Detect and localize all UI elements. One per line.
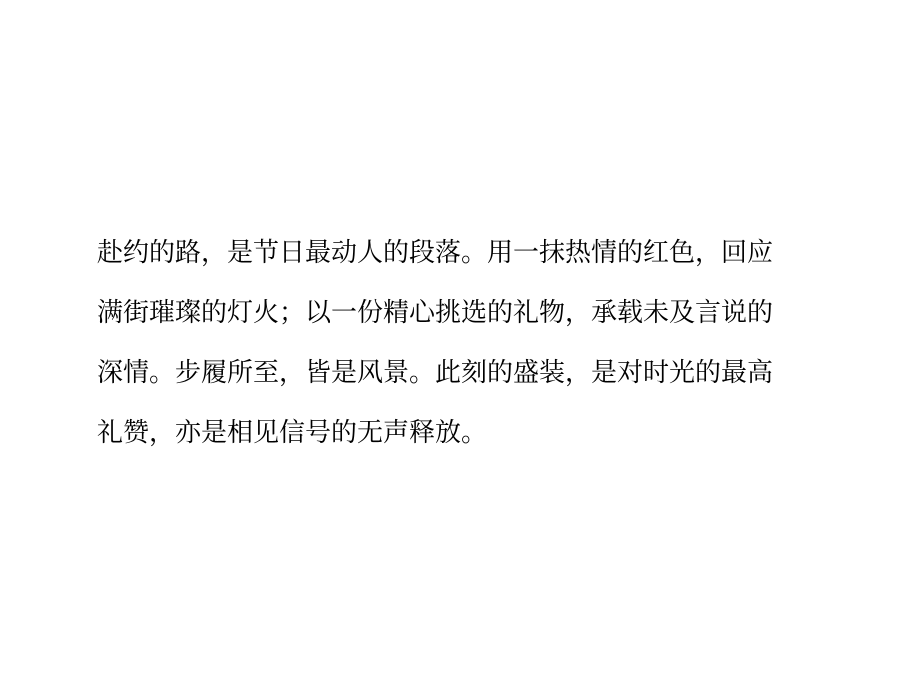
text-line: 赴约的路，是节日最动人的段落。用一抹热情的红色，回应 <box>97 237 774 267</box>
paragraph-block <box>97 222 807 462</box>
text-line: 满街璀璨的灯火；以一份精心挑选的礼物，承载未及言说的 <box>97 297 774 327</box>
text-line: 礼赞，亦是相见信号的无声释放。 <box>97 417 488 447</box>
text-line: 深情。步履所至，皆是风景。此刻的盛装，是对时光的最高 <box>97 357 774 387</box>
